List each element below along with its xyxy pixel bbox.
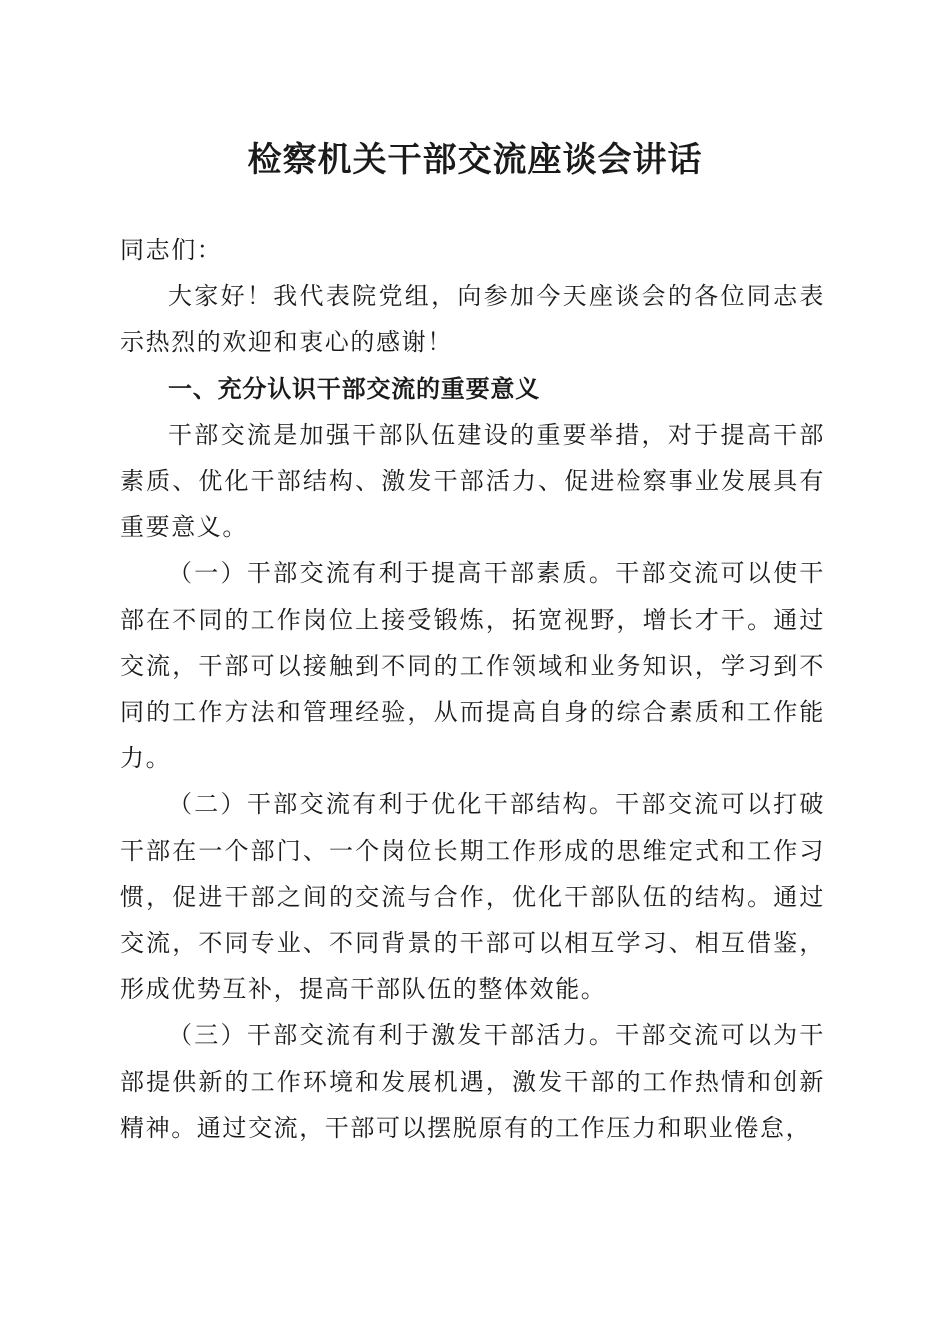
section-intro-paragraph: 干部交流是加强干部队伍建设的重要举措，对于提高干部素质、优化干部结构、激发干部活力、促进检察事业发展具有重要意义。 bbox=[120, 420, 825, 542]
point-paragraph-1 bbox=[120, 550, 825, 781]
greeting-paragraph: 大家好！我代表院党组，向参加今天座谈会的各位同志表示热烈的欢迎和衷心的感谢！ bbox=[120, 282, 825, 357]
point-paragraph-2 bbox=[120, 781, 825, 1012]
point-heading-1: （一）干部交流有利于提高干部素质。 bbox=[168, 559, 616, 588]
point-body-3: 干部交流可以为干部提供新的工作环境和发展机遇，激发干部的工作热情和创新精神。通过交流，干部可以摆脱原有的工作压力和职业倦怠， bbox=[120, 1021, 825, 1142]
point-paragraph-3 bbox=[120, 1012, 825, 1151]
point-heading-3: （三）干部交流有利于激发干部活力。 bbox=[168, 1021, 616, 1050]
salutation: 同志们： bbox=[120, 236, 223, 264]
document-title: 检察机关干部交流座谈会讲话 bbox=[247, 140, 703, 180]
point-body-2: 干部交流可以打破干部在一个部门、一个岗位长期工作形成的思维定式和工作习惯，促进干部之间的交流与合作，优化干部队伍的结构。通过交流，不同专业、不同背景的干部可以相互学习、相互借鉴，形成优势互补，提高干部队伍的整体效能。 bbox=[120, 790, 825, 1004]
point-heading-2: （二）干部交流有利于优化干部结构。 bbox=[168, 790, 616, 819]
section-heading: 一、充分认识干部交流的重要意义 bbox=[168, 374, 540, 403]
point-body-1: 干部交流可以使干部在不同的工作岗位上接受锻炼，拓宽视野，增长才干。通过交流，干部可以接触到不同的工作领域和业务知识，学习到不同的工作方法和管理经验，从而提高自身的综合素质和工作能力。 bbox=[120, 559, 825, 773]
document-body bbox=[120, 227, 825, 1151]
